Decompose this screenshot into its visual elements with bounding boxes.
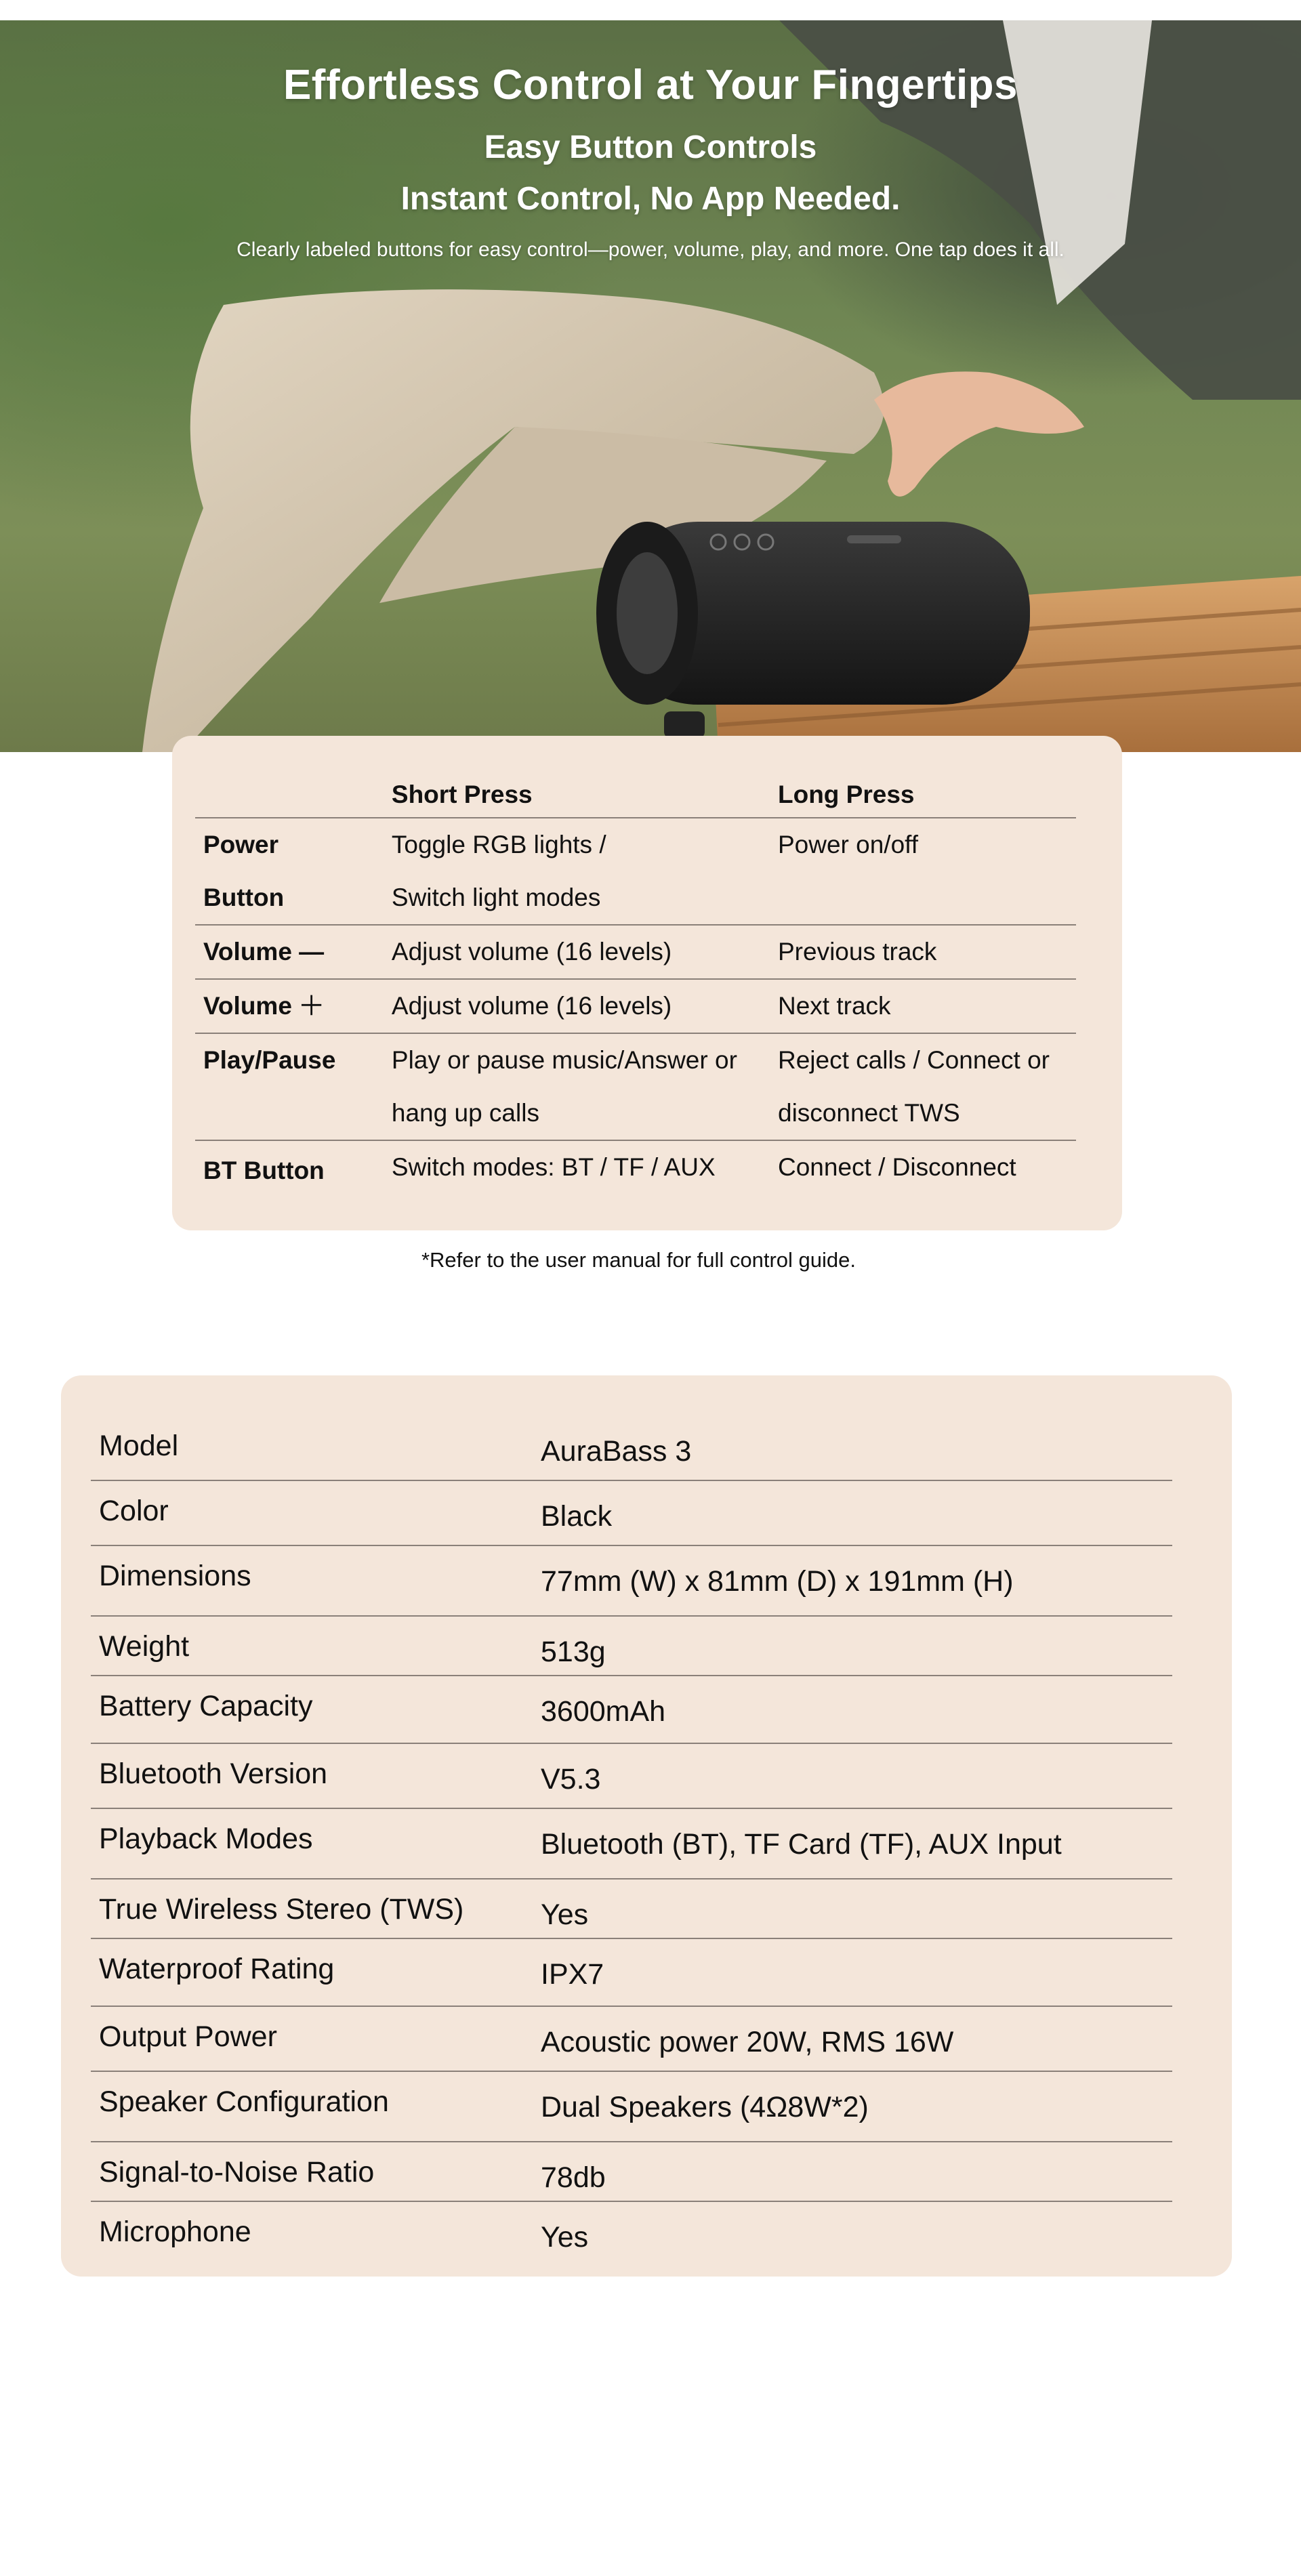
control-long-press: Next track <box>778 979 1076 1033</box>
spec-value: 78db <box>541 2161 606 2194</box>
spec-row-weight <box>91 1615 1172 1676</box>
hero-banner <box>0 20 1301 752</box>
manual-note: *Refer to the user manual for full control guide. <box>421 1248 856 1272</box>
spec-value: Yes <box>541 2221 589 2253</box>
control-row-volume-down <box>195 925 1076 979</box>
spec-row-microphone <box>91 2201 1172 2268</box>
control-row-volume-up <box>195 979 1076 1033</box>
control-row-bt <box>195 1140 1076 1201</box>
spec-label: Model <box>99 1430 179 1462</box>
control-short-press: Toggle RGB lights / Switch light modes <box>391 831 606 911</box>
spec-label: Output Power <box>99 2020 277 2053</box>
spec-label: Bluetooth Version <box>99 1758 328 1790</box>
spec-row-waterproof <box>91 1938 1172 2007</box>
spec-value: AuraBass 3 <box>541 1435 692 1468</box>
control-long-press: Connect / Disconnect <box>778 1153 1016 1181</box>
spec-value: IPX7 <box>541 1958 604 1991</box>
spec-label: Weight <box>99 1630 190 1663</box>
control-button-name: Power Button <box>203 831 285 911</box>
spec-value: V5.3 <box>541 1763 601 1795</box>
control-short-press: Switch modes: BT / TF / AUX <box>391 1153 716 1181</box>
spec-label: Speaker Configuration <box>99 2085 389 2118</box>
control-button-name: BT Button <box>203 1157 325 1184</box>
spec-value: Yes <box>541 1898 589 1931</box>
spec-row-color <box>91 1480 1172 1546</box>
spec-label: True Wireless Stereo (TWS) <box>99 1893 464 1926</box>
hero-tagline: Instant Control, No App Needed. <box>400 181 901 217</box>
spec-row-bluetooth <box>91 1743 1172 1809</box>
controls-table <box>195 781 1076 1201</box>
control-long-press: Power on/off <box>778 818 1076 925</box>
header-button <box>195 781 392 818</box>
spec-row-playback <box>91 1808 1172 1879</box>
spec-value: 3600mAh <box>541 1695 666 1728</box>
spec-row-dimensions <box>91 1545 1172 1617</box>
control-short-press: Adjust volume (16 levels) <box>392 925 778 979</box>
control-short-press: Play or pause music/Answer or hang up calls <box>391 1046 737 1127</box>
header-long-press: Long Press <box>778 781 1076 818</box>
spec-row-model <box>91 1415 1172 1481</box>
spec-label: Waterproof Rating <box>99 1953 335 1985</box>
control-short-press: Adjust volume (16 levels) <box>392 979 778 1033</box>
spec-label: Playback Modes <box>99 1823 313 1855</box>
control-button-name: Play/Pause <box>195 1033 392 1140</box>
control-button-name: Volume ＋ <box>195 979 392 1033</box>
hero-subtitle: Easy Button Controls <box>484 129 817 165</box>
control-long-press: Reject calls / Connect or disconnect TWS <box>778 1046 1050 1127</box>
hero-title: Effortless Control at Your Fingertips <box>283 62 1018 108</box>
spec-value: Acoustic power 20W, RMS 16W <box>541 2026 954 2058</box>
spec-value: Bluetooth (BT), TF Card (TF), AUX Input <box>541 1828 1062 1861</box>
spec-label: Color <box>99 1495 169 1527</box>
control-button-name: Volume — <box>195 925 392 979</box>
hero-description: Clearly labeled buttons for easy control—power, volume, play, and more. One tap does it all. <box>236 238 1065 261</box>
controls-table-card <box>172 736 1122 1230</box>
spec-value: Black <box>541 1500 613 1533</box>
header-short-press: Short Press <box>392 781 778 818</box>
control-row-power <box>195 818 1076 925</box>
spec-row-snr <box>91 2141 1172 2202</box>
spec-row-tws <box>91 1878 1172 1939</box>
specs-table-card <box>61 1375 1232 2277</box>
spec-row-output-power <box>91 2006 1172 2072</box>
spec-label: Dimensions <box>99 1560 251 1592</box>
control-row-play-pause <box>195 1033 1076 1140</box>
spec-label: Battery Capacity <box>99 1690 313 1722</box>
spec-label: Signal-to-Noise Ratio <box>99 2156 375 2188</box>
spec-value: 513g <box>541 1636 606 1668</box>
spec-row-battery <box>91 1675 1172 1744</box>
control-long-press: Previous track <box>778 925 1076 979</box>
controls-header-row <box>195 781 1076 818</box>
spec-label: Microphone <box>99 2216 251 2248</box>
spec-value: Dual Speakers (4Ω8W*2) <box>541 2091 869 2123</box>
spec-row-speaker-config <box>91 2071 1172 2142</box>
spec-value: 77mm (W) x 81mm (D) x 191mm (H) <box>541 1565 1014 1598</box>
